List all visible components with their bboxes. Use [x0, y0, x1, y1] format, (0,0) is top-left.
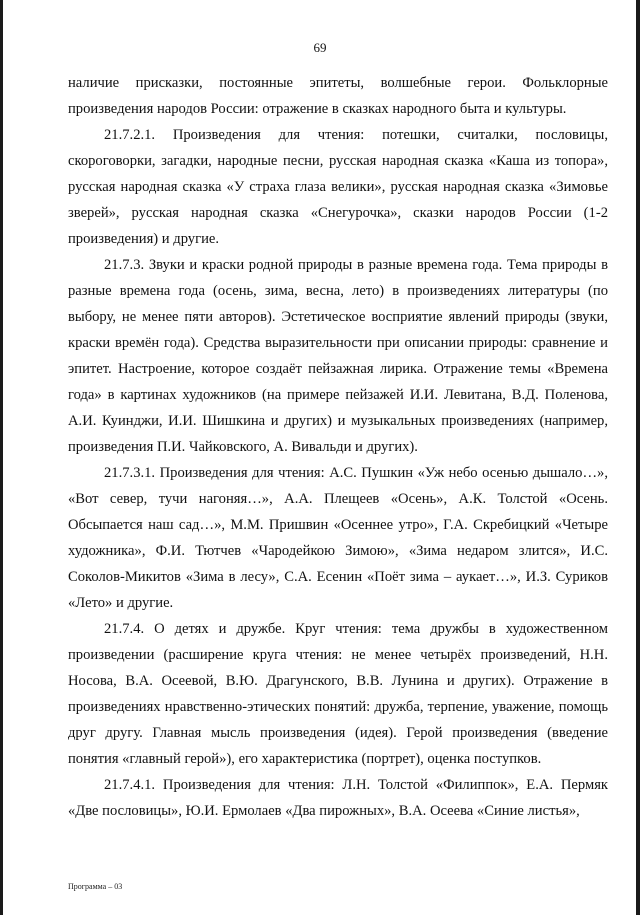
scan-edge-left: [0, 0, 3, 915]
paragraph-21-7-3: 21.7.3. Звуки и краски родной природы в разные времена года. Тема природы в разные времена года (осень, зима, весна, лето) в произведениях литературы (по выбору, не менее пяти авторов). Эстетическое восприятие явлений природы (звуки, краски времён года). Средства выразительности при описании природы: сравнение и эпитет. Настроение, которое создаёт пейзажная лирика. Отражение темы «Времена года» в картинах художников (на примере пейзажей И.И. Левитана, В.Д. Поленова, А.И. Куинджи, И.И. Шишкина и других) и музыкальных произведениях (например, произведения П.И. Чайковского, А. Вивальди и других).: [68, 257, 608, 455]
page-footer: Программа – 03: [68, 882, 123, 891]
document-body: [68, 70, 608, 824]
paragraph-21-7-3-1: 21.7.3.1. Произведения для чтения: А.С. Пушкин «Уж небо осенью дышало…», «Вот север, тучи нагоняя…», А.А. Плещеев «Осень», А.К. Толстой «Осень. Обсыпается наш сад…», М.М. Пришвин «Осеннее утро», Г.А. Скребицкий «Четыре художника», Ф.И. Тютчев «Чародейкою Зимою», «Зима недаром злится», И.С. Соколов-Микитов «Зима в лесу», С.А. Есенин «Поёт зима – аукает…», И.З. Суриков «Лето» и другие.: [68, 465, 608, 611]
page-number: 69: [313, 40, 327, 55]
paragraph-21-7-4-1: 21.7.4.1. Произведения для чтения: Л.Н. Толстой «Филиппок», Е.А. Пермяк «Две пословицы», Ю.И. Ермолаев «Два пирожных», В.А. Осеева «Синие листья»,: [68, 777, 608, 819]
paragraph-continuation: наличие присказки, постоянные эпитеты, волшебные герои. Фольклорные произведения народов России: отражение в сказках народного быта и культуры.: [68, 75, 608, 117]
paragraph-21-7-4: 21.7.4. О детях и дружбе. Круг чтения: тема дружбы в художественном произведении (расширение круга чтения: не менее четырёх произведений, Н.Н. Носова, В.А. Осеевой, В.Ю. Драгунского, В.В. Лунина и других). Отражение в произведениях нравственно-этических понятий: дружба, терпение, уважение, помощь друг другу. Главная мысль произведения (идея). Герой произведения (введение понятия «главный герой»), его характеристика (портрет), оценка поступков.: [68, 621, 608, 767]
paragraph-21-7-2-1: 21.7.2.1. Произведения для чтения: потешки, считалки, пословицы, скороговорки, загадки, народные песни, русская народная сказка «Каша из топора», русская народная сказка «У страха глаза велики», русская народная сказка «Зимовье зверей», русская народная сказка «Снегурочка», сказки народов России (1-2 произведения) и другие.: [68, 127, 608, 247]
scan-edge-right: [636, 0, 640, 915]
